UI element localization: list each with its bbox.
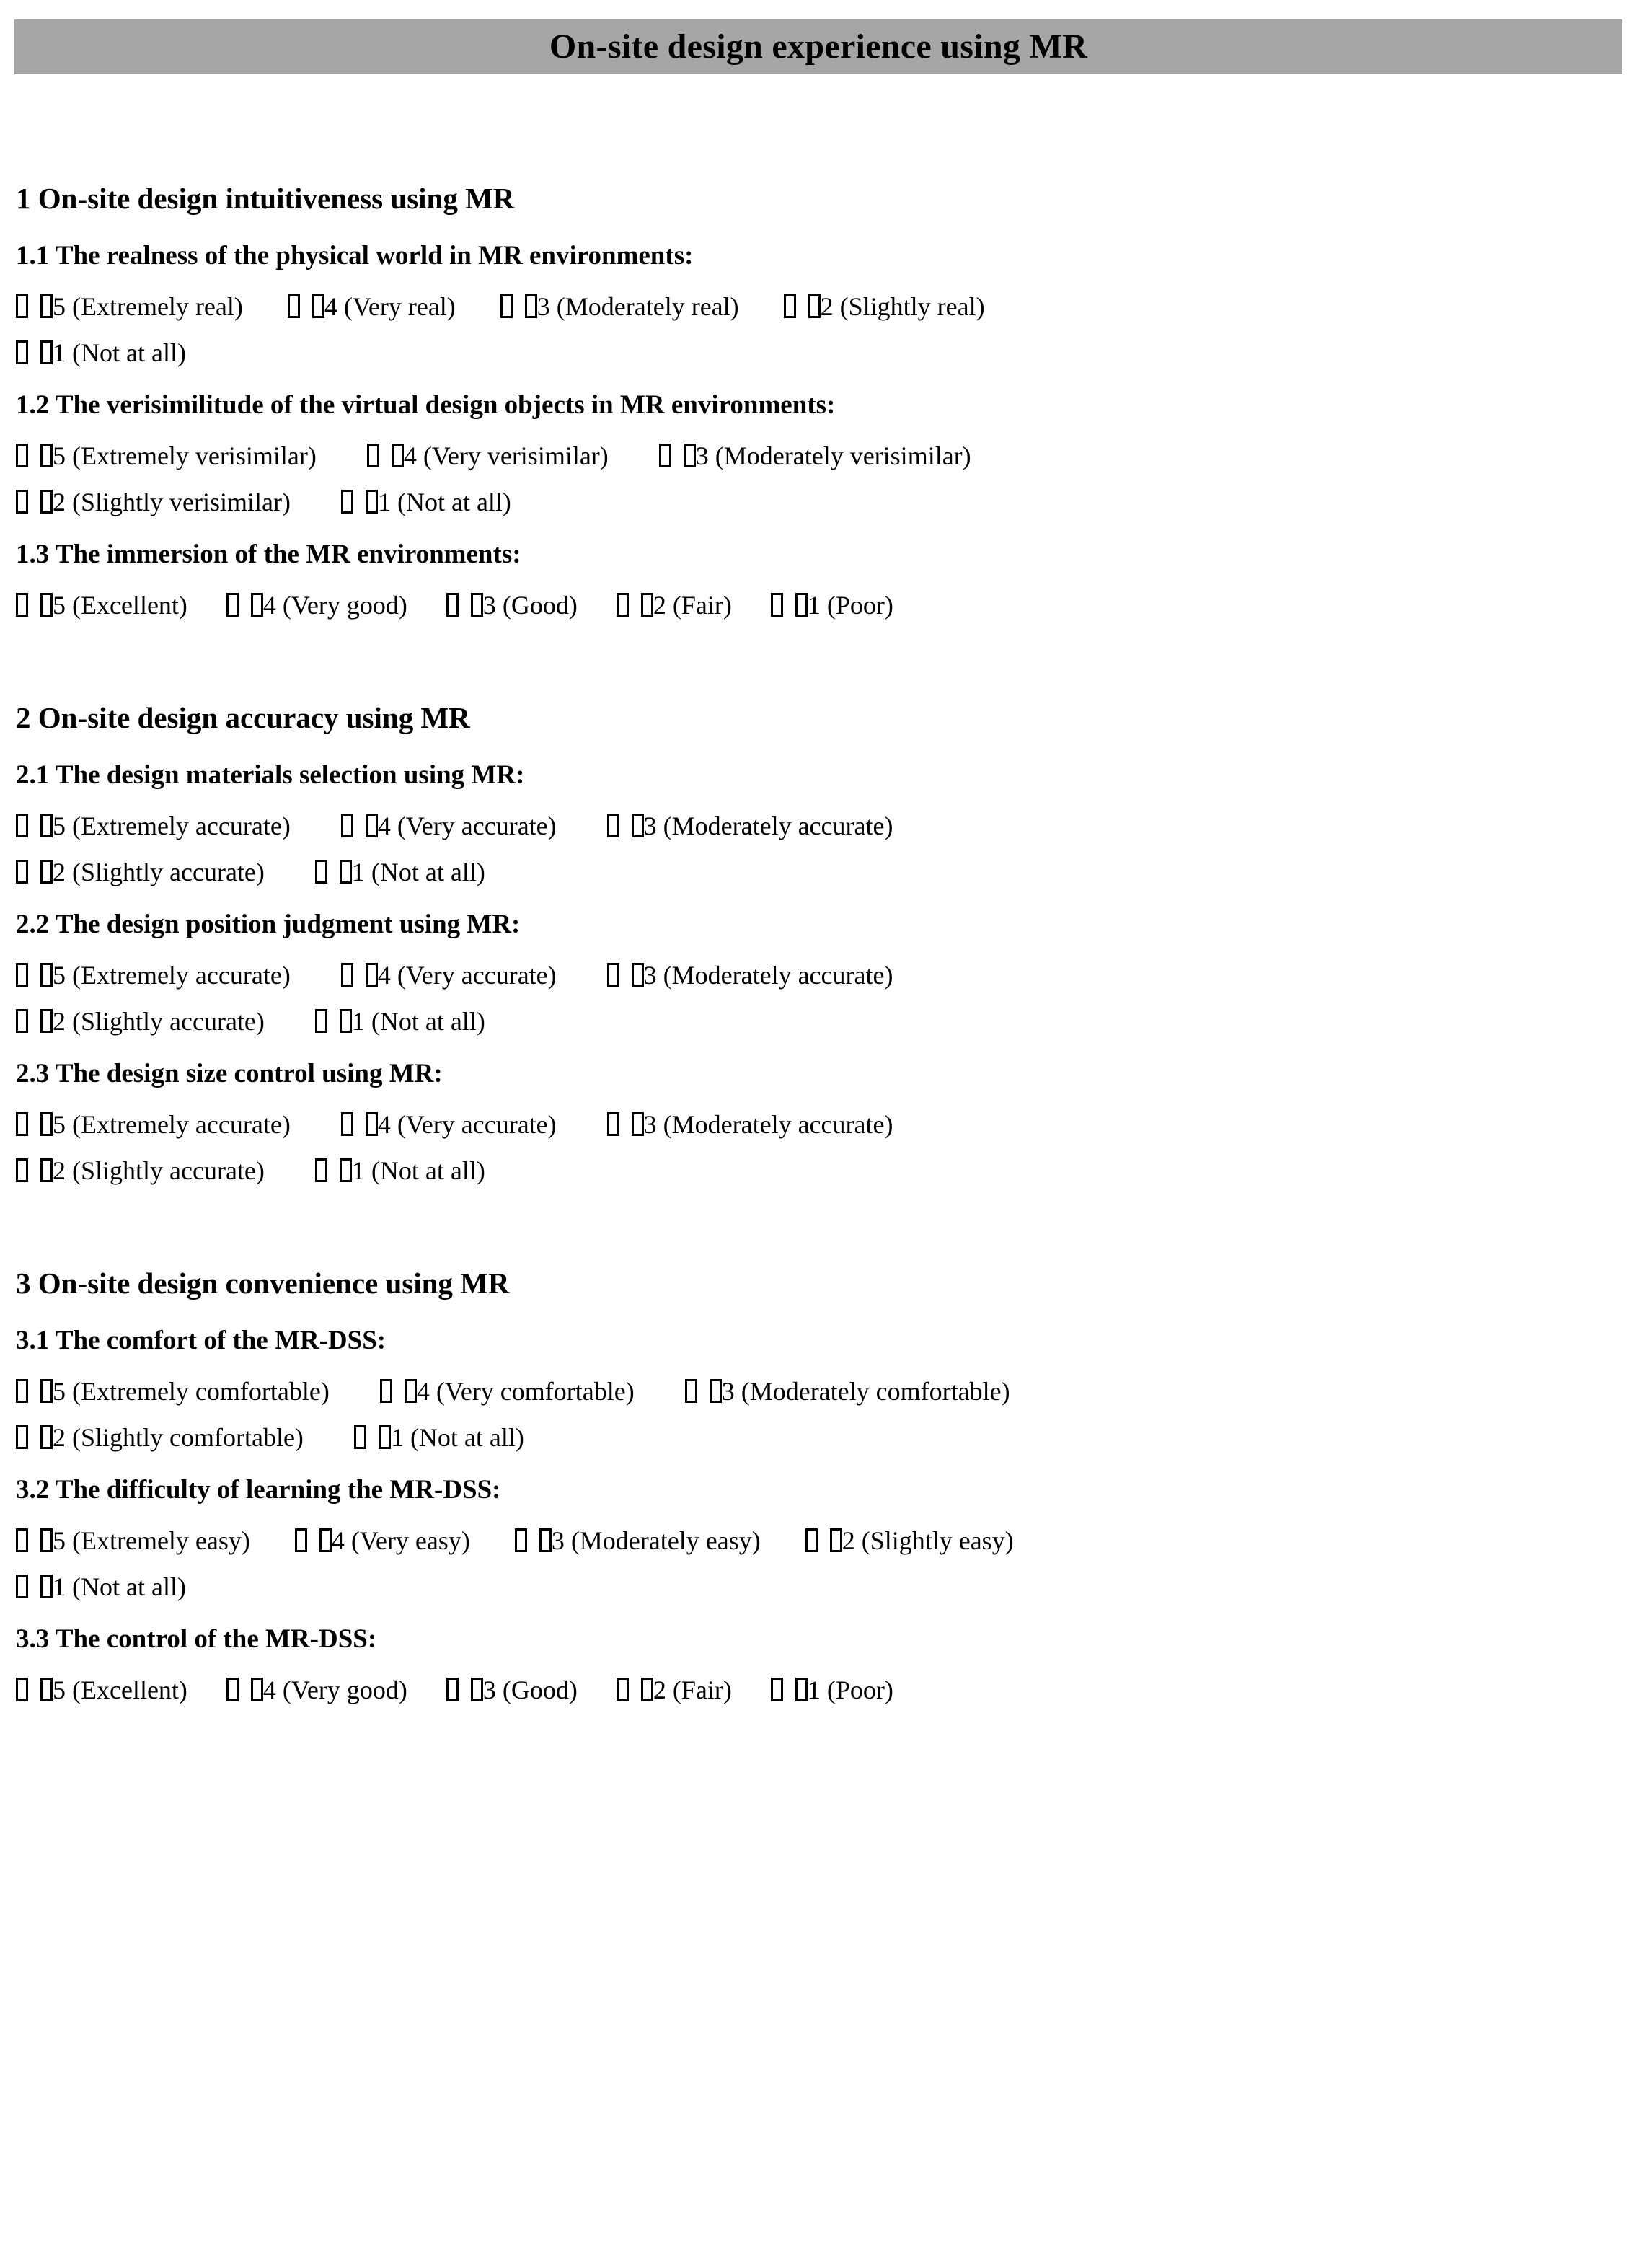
checkbox-icon[interactable] [315, 1158, 327, 1182]
checkbox-marker-icon[interactable] [40, 1379, 53, 1403]
rating-option-5[interactable] [16, 592, 187, 618]
checkbox-marker-icon[interactable] [684, 444, 696, 467]
rating-option-5[interactable] [16, 962, 291, 988]
rating-label: (Very good) [275, 1675, 407, 1704]
rating-value: 3 [551, 1526, 565, 1555]
rating-value: 1 [377, 488, 391, 516]
question-2.2 [16, 911, 1638, 1034]
rating-value: 3 [536, 292, 550, 321]
rating-value: 5 [53, 591, 66, 620]
checkbox-icon[interactable] [315, 1009, 327, 1033]
rating-value: 1 [390, 1423, 404, 1452]
rating-label: (Extremely easy) [66, 1526, 250, 1555]
checkbox-icon[interactable] [805, 1528, 818, 1552]
checkbox-marker-icon[interactable] [40, 340, 53, 364]
rating-value: 4 [403, 441, 417, 470]
rating-label: (Moderately easy) [564, 1526, 761, 1555]
rating-value: 4 [262, 591, 276, 620]
rating-option-3[interactable] [607, 962, 893, 988]
rating-label: (Poor) [820, 591, 893, 620]
rating-label: (Not at all) [364, 1156, 485, 1185]
rating-label: (Not at all) [66, 1572, 186, 1601]
rating-label: (Very good) [275, 591, 407, 620]
rating-option-2[interactable] [617, 592, 732, 618]
checkbox-icon[interactable] [617, 593, 629, 617]
spacer [16, 1450, 1638, 1476]
checkbox-icon[interactable] [341, 963, 353, 987]
rating-label: (Extremely real) [66, 292, 243, 321]
spacer [16, 1034, 1638, 1060]
checkbox-icon[interactable] [16, 340, 28, 364]
rating-label: (Very verisimilar) [416, 441, 609, 470]
checkbox-marker-icon[interactable] [808, 294, 821, 318]
rating-value: 3 [482, 591, 496, 620]
rating-label: (Slightly comfortable) [66, 1423, 304, 1452]
question-1.1 [16, 242, 1638, 366]
spacer [16, 839, 1638, 859]
checkbox-icon[interactable] [16, 1678, 28, 1701]
rating-value: 5 [53, 292, 66, 321]
question-1.3 [16, 541, 1638, 618]
option-row [16, 1111, 1638, 1137]
checkbox-marker-icon[interactable] [795, 1678, 808, 1701]
rating-value: 5 [53, 1675, 66, 1704]
rating-value: 3 [643, 1110, 657, 1139]
rating-value: 4 [377, 1110, 391, 1139]
checkbox-icon[interactable] [16, 490, 28, 514]
checkbox-icon[interactable] [784, 294, 796, 318]
checkbox-icon[interactable] [16, 1528, 28, 1552]
checkbox-icon[interactable] [341, 814, 353, 837]
option-row [16, 489, 1638, 515]
spacer [16, 988, 1638, 1008]
rating-option-3[interactable] [446, 592, 578, 618]
rating-value: 2 [653, 591, 666, 620]
checkbox-icon[interactable] [16, 1575, 28, 1598]
rating-label: (Extremely accurate) [66, 1110, 291, 1139]
rating-value: 2 [53, 488, 66, 516]
rating-option-4[interactable] [226, 592, 407, 618]
questionnaire-content [16, 184, 1638, 1703]
checkbox-icon[interactable] [16, 1425, 28, 1449]
rating-value: 4 [377, 811, 391, 840]
checkbox-icon[interactable] [16, 1379, 28, 1403]
rating-value: 1 [807, 1675, 821, 1704]
checkbox-marker-icon[interactable] [539, 1528, 552, 1552]
checkbox-marker-icon[interactable] [366, 490, 378, 514]
rating-label: (Slightly accurate) [66, 1156, 265, 1185]
question-heading: 1.2 The verisimilitude of the virtual design objects in MR environments: [16, 390, 836, 420]
question-2.3 [16, 1060, 1638, 1184]
spacer [16, 366, 1638, 392]
section-heading: 1 On-site design intuitiveness using MR [16, 182, 515, 215]
question-heading: 3.1 The comfort of the MR-DSS: [16, 1326, 387, 1355]
rating-label: (Very easy) [344, 1526, 470, 1555]
checkbox-marker-icon[interactable] [251, 593, 263, 617]
rating-option-1[interactable] [771, 1677, 893, 1703]
checkbox-icon[interactable] [16, 963, 28, 987]
checkbox-marker-icon[interactable] [632, 963, 644, 987]
rating-option-2[interactable] [16, 1008, 265, 1034]
checkbox-marker-icon[interactable] [379, 1425, 391, 1449]
checkbox-icon[interactable] [16, 1112, 28, 1136]
checkbox-icon[interactable] [16, 814, 28, 837]
checkbox-icon[interactable] [659, 444, 671, 467]
rating-option-3[interactable] [607, 813, 893, 839]
checkbox-marker-icon[interactable] [525, 294, 537, 318]
rating-value: 3 [482, 1675, 496, 1704]
option-row [16, 1008, 1638, 1034]
question-3.2 [16, 1476, 1638, 1600]
spacer [16, 938, 1638, 962]
checkbox-icon[interactable] [500, 294, 513, 318]
rating-option-1[interactable] [354, 1424, 524, 1450]
checkbox-marker-icon[interactable] [40, 1678, 53, 1701]
rating-label: (Not at all) [66, 338, 186, 367]
checkbox-marker-icon[interactable] [40, 444, 53, 467]
spacer [16, 1087, 1638, 1111]
checkbox-icon[interactable] [16, 1009, 28, 1033]
option-row [16, 340, 1638, 366]
rating-label: (Extremely comfortable) [66, 1377, 330, 1406]
checkbox-marker-icon[interactable] [340, 860, 352, 884]
rating-value: 2 [842, 1526, 855, 1555]
rating-option-3[interactable] [607, 1111, 893, 1137]
checkbox-icon[interactable] [607, 1112, 619, 1136]
option-row [16, 1574, 1638, 1600]
checkbox-marker-icon[interactable] [40, 1009, 53, 1033]
spacer [16, 568, 1638, 592]
checkbox-marker-icon[interactable] [366, 1112, 378, 1136]
question-heading: 1.3 The immersion of the MR environments: [16, 540, 521, 569]
checkbox-marker-icon[interactable] [471, 593, 483, 617]
checkbox-marker-icon[interactable] [471, 1678, 483, 1701]
checkbox-icon[interactable] [226, 593, 239, 617]
rating-value: 1 [351, 1156, 365, 1185]
rating-option-2[interactable] [16, 489, 291, 515]
checkbox-marker-icon[interactable] [40, 814, 53, 837]
checkbox-icon[interactable] [16, 860, 28, 884]
checkbox-marker-icon[interactable] [312, 294, 324, 318]
checkbox-marker-icon[interactable] [366, 963, 378, 987]
spacer [16, 1298, 1638, 1327]
spacer [16, 733, 1638, 762]
checkbox-marker-icon[interactable] [40, 860, 53, 884]
rating-label: (Moderately accurate) [656, 961, 893, 990]
rating-label: (Excellent) [66, 591, 187, 620]
rating-label: (Slightly accurate) [66, 1007, 265, 1036]
rating-option-4[interactable] [341, 1111, 557, 1137]
rating-value: 1 [53, 338, 66, 367]
rating-value: 5 [53, 1526, 66, 1555]
rating-option-2[interactable] [784, 294, 985, 320]
rating-option-2[interactable] [16, 1424, 304, 1450]
spacer [16, 788, 1638, 813]
checkbox-marker-icon[interactable] [319, 1528, 332, 1552]
checkbox-icon[interactable] [16, 294, 28, 318]
option-row [16, 443, 1638, 469]
rating-value: 1 [351, 858, 365, 886]
rating-value: 3 [721, 1377, 735, 1406]
rating-label: (Extremely accurate) [66, 811, 291, 840]
checkbox-marker-icon[interactable] [795, 593, 808, 617]
rating-label: (Slightly accurate) [66, 858, 265, 886]
rating-label: (Moderately comfortable) [734, 1377, 1010, 1406]
checkbox-icon[interactable] [515, 1528, 527, 1552]
spacer [16, 1137, 1638, 1158]
option-row [16, 859, 1638, 885]
question-3.1 [16, 1327, 1638, 1450]
rating-label: (Moderately accurate) [656, 1110, 893, 1139]
checkbox-marker-icon[interactable] [40, 1425, 53, 1449]
rating-label: (Moderately verisimilar) [708, 441, 971, 470]
option-row [16, 1158, 1638, 1184]
spacer [16, 213, 1638, 242]
rating-option-1[interactable] [771, 592, 893, 618]
rating-label: (Very real) [337, 292, 456, 321]
rating-label: (Extremely accurate) [66, 961, 291, 990]
section-heading: 2 On-site design accuracy using MR [16, 701, 470, 734]
rating-label: (Not at all) [364, 858, 485, 886]
spacer [16, 1184, 1638, 1269]
rating-option-2[interactable] [617, 1677, 732, 1703]
rating-option-5[interactable] [16, 1378, 330, 1404]
rating-value: 2 [53, 1423, 66, 1452]
checkbox-icon[interactable] [16, 444, 28, 467]
checkbox-icon[interactable] [341, 1112, 353, 1136]
question-1.2 [16, 392, 1638, 515]
rating-value: 3 [643, 811, 657, 840]
rating-label: (Not at all) [403, 1423, 524, 1452]
checkbox-icon[interactable] [446, 593, 459, 617]
rating-option-4[interactable] [380, 1378, 635, 1404]
checkbox-marker-icon[interactable] [340, 1158, 352, 1182]
rating-option-1[interactable] [16, 1574, 186, 1600]
question-2.1 [16, 762, 1638, 885]
rating-option-3[interactable] [685, 1378, 1010, 1404]
rating-value: 5 [53, 811, 66, 840]
rating-value: 2 [53, 858, 66, 886]
rating-option-4[interactable] [288, 294, 456, 320]
section-1 [16, 184, 1638, 618]
rating-option-4[interactable] [341, 813, 557, 839]
rating-label: (Moderately real) [549, 292, 739, 321]
rating-option-1[interactable] [341, 489, 511, 515]
checkbox-marker-icon[interactable] [405, 1379, 417, 1403]
rating-option-2[interactable] [805, 1528, 1014, 1554]
spacer [16, 469, 1638, 489]
rating-label: (Very accurate) [390, 1110, 557, 1139]
rating-option-2[interactable] [16, 859, 265, 885]
rating-value: 2 [53, 1156, 66, 1185]
rating-label: (Good) [495, 1675, 578, 1704]
rating-label: (Good) [495, 591, 578, 620]
checkbox-marker-icon[interactable] [830, 1528, 842, 1552]
section-3 [16, 1269, 1638, 1703]
checkbox-icon[interactable] [295, 1528, 307, 1552]
rating-option-5[interactable] [16, 1111, 291, 1137]
question-heading: 3.3 The control of the MR-DSS: [16, 1624, 377, 1654]
checkbox-icon[interactable] [685, 1379, 697, 1403]
checkbox-marker-icon[interactable] [710, 1379, 722, 1403]
checkbox-marker-icon[interactable] [632, 1112, 644, 1136]
rating-label: (Not at all) [390, 488, 511, 516]
rating-value: 2 [53, 1007, 66, 1036]
rating-label: (Excellent) [66, 1675, 187, 1704]
option-row [16, 962, 1638, 988]
rating-value: 4 [262, 1675, 276, 1704]
spacer [16, 1600, 1638, 1626]
rating-option-4[interactable] [295, 1528, 470, 1554]
checkbox-marker-icon[interactable] [632, 814, 644, 837]
checkbox-marker-icon[interactable] [40, 294, 53, 318]
checkbox-icon[interactable] [288, 294, 300, 318]
section-heading: 3 On-site design convenience using MR [16, 1267, 510, 1300]
checkbox-icon[interactable] [771, 593, 783, 617]
spacer [16, 1554, 1638, 1574]
rating-value: 5 [53, 1110, 66, 1139]
checkbox-icon[interactable] [16, 593, 28, 617]
rating-value: 3 [695, 441, 709, 470]
rating-value: 5 [53, 441, 66, 470]
question-heading: 1.1 The realness of the physical world in MR environments: [16, 241, 694, 270]
rating-label: (Fair) [666, 1675, 732, 1704]
spacer [16, 1503, 1638, 1528]
option-row [16, 1528, 1638, 1554]
spacer [16, 1652, 1638, 1677]
checkbox-marker-icon[interactable] [251, 1678, 263, 1701]
rating-option-1[interactable] [16, 340, 186, 366]
rating-label: (Extremely verisimilar) [66, 441, 317, 470]
rating-value: 4 [331, 1526, 345, 1555]
rating-option-1[interactable] [315, 1008, 485, 1034]
spacer [16, 618, 1638, 703]
question-heading: 2.2 The design position judgment using MR: [16, 910, 521, 939]
checkbox-icon[interactable] [446, 1678, 459, 1701]
option-row [16, 1677, 1638, 1703]
checkbox-icon[interactable] [16, 1158, 28, 1182]
checkbox-marker-icon[interactable] [40, 490, 53, 514]
rating-option-3[interactable] [446, 1677, 578, 1703]
rating-value: 2 [653, 1675, 666, 1704]
rating-option-3[interactable] [659, 443, 971, 469]
rating-label: (Moderately accurate) [656, 811, 893, 840]
question-heading: 2.1 The design materials selection using MR: [16, 760, 525, 790]
checkbox-icon[interactable] [607, 963, 619, 987]
checkbox-marker-icon[interactable] [40, 1158, 53, 1182]
rating-label: (Not at all) [364, 1007, 485, 1036]
rating-option-5[interactable] [16, 1677, 187, 1703]
checkbox-marker-icon[interactable] [40, 1112, 53, 1136]
rating-value: 4 [324, 292, 337, 321]
rating-value: 5 [53, 1377, 66, 1406]
question-3.3 [16, 1626, 1638, 1703]
option-row [16, 1424, 1638, 1450]
checkbox-marker-icon[interactable] [641, 1678, 653, 1701]
section-2 [16, 703, 1638, 1184]
checkbox-marker-icon[interactable] [40, 1528, 53, 1552]
rating-label: (Very accurate) [390, 961, 557, 990]
option-row [16, 813, 1638, 839]
rating-value: 4 [377, 961, 391, 990]
rating-label: (Very accurate) [390, 811, 557, 840]
checkbox-icon[interactable] [617, 1678, 629, 1701]
rating-label: (Slightly easy) [854, 1526, 1014, 1555]
rating-option-3[interactable] [515, 1528, 761, 1554]
rating-option-5[interactable] [16, 813, 291, 839]
spacer [16, 515, 1638, 541]
spacer [16, 885, 1638, 911]
rating-value: 5 [53, 961, 66, 990]
checkbox-icon[interactable] [771, 1678, 783, 1701]
rating-label: (Very comfortable) [429, 1377, 635, 1406]
spacer [16, 418, 1638, 443]
rating-value: 2 [820, 292, 834, 321]
page-title: On-site design experience using MR [549, 27, 1088, 66]
rating-option-4[interactable] [226, 1677, 407, 1703]
checkbox-marker-icon[interactable] [366, 814, 378, 837]
rating-option-4[interactable] [367, 443, 609, 469]
option-row [16, 592, 1638, 618]
rating-value: 1 [807, 591, 821, 620]
rating-value: 1 [53, 1572, 66, 1601]
option-row [16, 1378, 1638, 1404]
rating-label: (Poor) [820, 1675, 893, 1704]
checkbox-icon[interactable] [226, 1678, 239, 1701]
rating-option-3[interactable] [500, 294, 739, 320]
checkbox-icon[interactable] [315, 860, 327, 884]
checkbox-marker-icon[interactable] [40, 963, 53, 987]
rating-option-5[interactable] [16, 1528, 250, 1554]
checkbox-marker-icon[interactable] [340, 1009, 352, 1033]
rating-option-4[interactable] [341, 962, 557, 988]
rating-value: 1 [351, 1007, 365, 1036]
rating-label: (Slightly verisimilar) [66, 488, 291, 516]
checkbox-marker-icon[interactable] [392, 444, 404, 467]
rating-value: 4 [416, 1377, 430, 1406]
rating-option-1[interactable] [315, 1158, 485, 1184]
rating-option-5[interactable] [16, 294, 243, 320]
checkbox-marker-icon[interactable] [40, 1575, 53, 1598]
rating-option-2[interactable] [16, 1158, 265, 1184]
spacer [16, 269, 1638, 294]
option-row [16, 294, 1638, 320]
checkbox-marker-icon[interactable] [40, 593, 53, 617]
rating-value: 3 [643, 961, 657, 990]
rating-option-5[interactable] [16, 443, 317, 469]
question-heading: 3.2 The difficulty of learning the MR-DSS: [16, 1475, 501, 1505]
checkbox-icon[interactable] [354, 1425, 366, 1449]
checkbox-marker-icon[interactable] [641, 593, 653, 617]
checkbox-icon[interactable] [380, 1379, 392, 1403]
checkbox-icon[interactable] [367, 444, 379, 467]
checkbox-icon[interactable] [607, 814, 619, 837]
spacer [16, 1404, 1638, 1424]
spacer [16, 320, 1638, 340]
rating-label: (Fair) [666, 591, 732, 620]
spacer [16, 1354, 1638, 1378]
page-title-banner [14, 19, 1622, 74]
question-heading: 2.3 The design size control using MR: [16, 1059, 443, 1088]
rating-option-1[interactable] [315, 859, 485, 885]
checkbox-icon[interactable] [341, 490, 353, 514]
rating-label: (Slightly real) [833, 292, 985, 321]
